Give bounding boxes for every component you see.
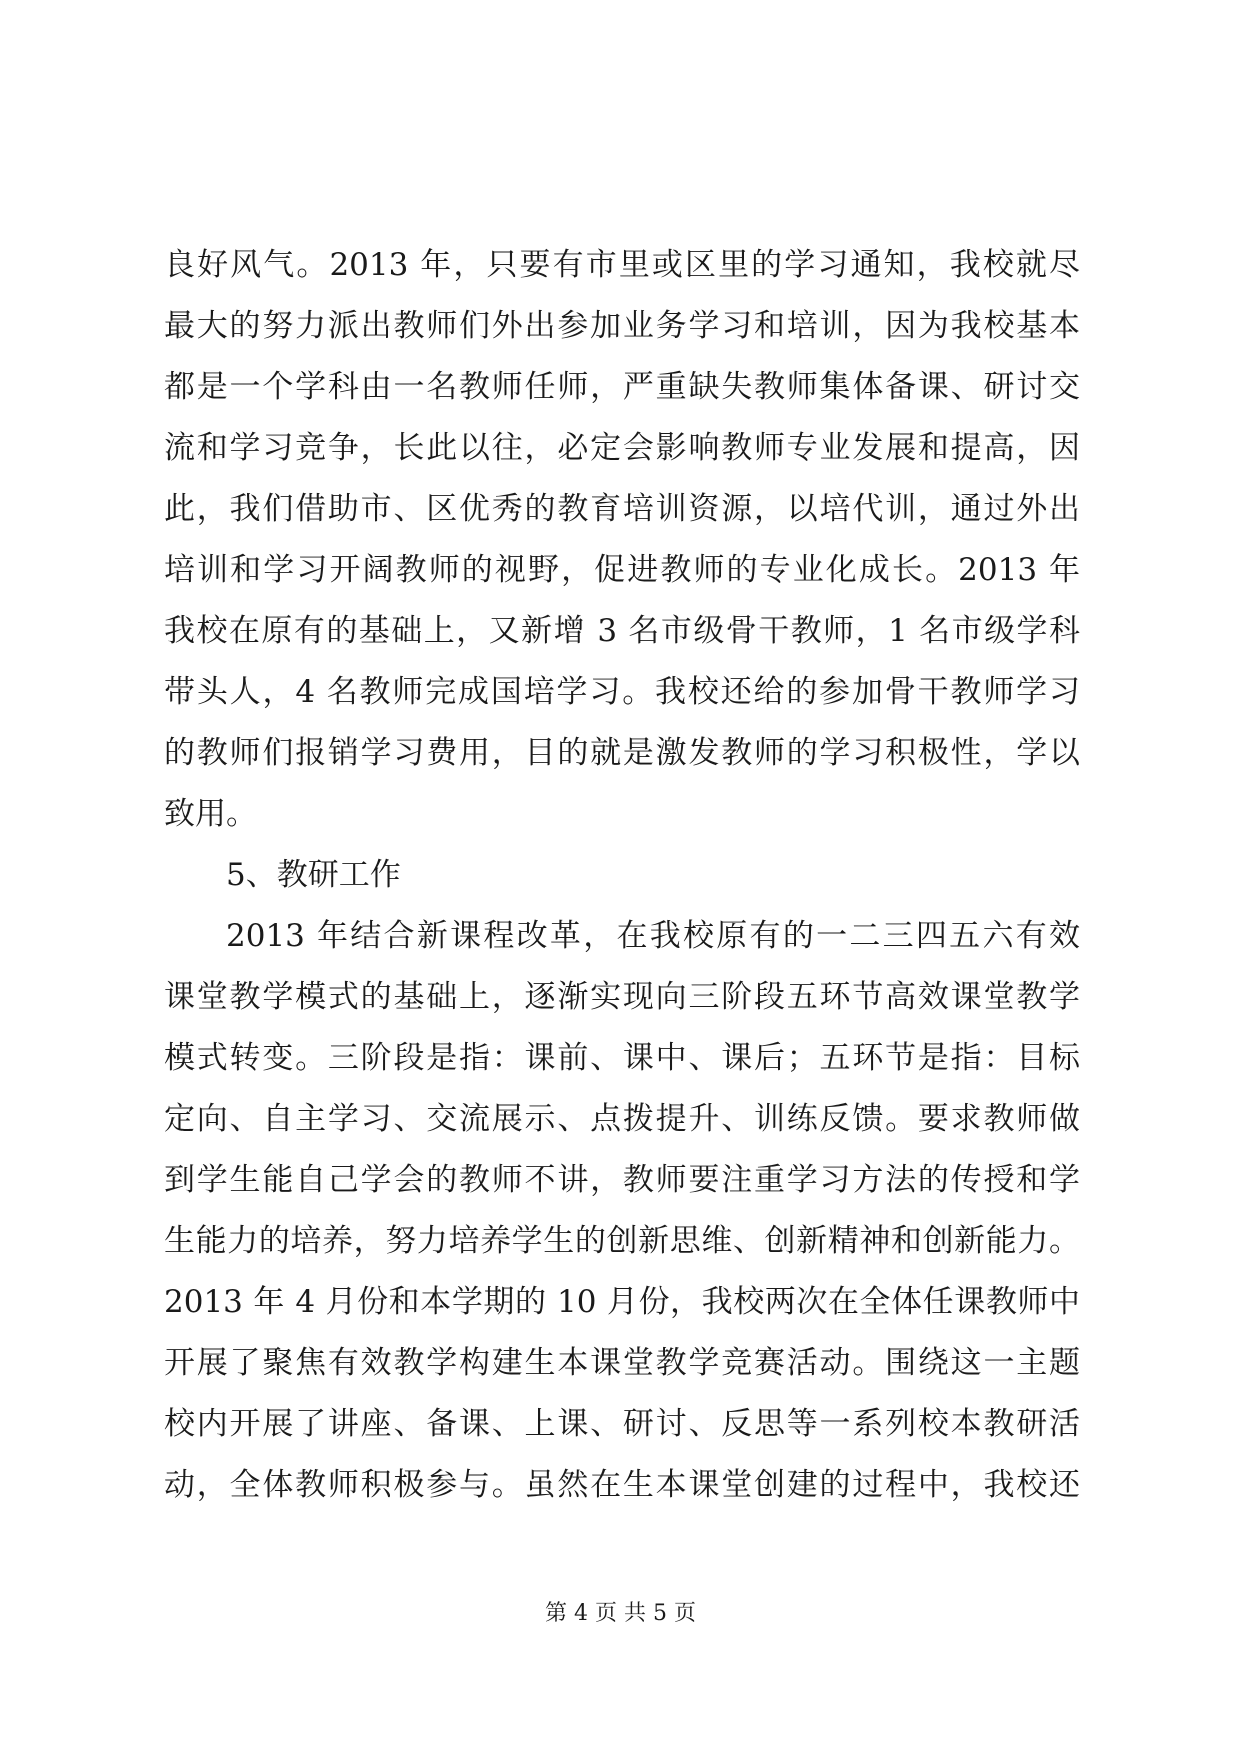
text-line: 致用。 bbox=[164, 796, 257, 832]
text-line: 定向、自主学习、交流展示、点拨提升、训练反馈。要求教师做 bbox=[164, 1101, 1080, 1137]
paragraph-1 bbox=[164, 235, 1080, 845]
text-line: 动，全体教师积极参与。虽然在生本课堂创建的过程中，我校还 bbox=[164, 1467, 1080, 1503]
text-line: 良好风气。2013 年，只要有市里或区里的学习通知，我校就尽 bbox=[164, 247, 1080, 283]
text-line: 课堂教学模式的基础上，逐渐实现向三阶段五环节高效课堂教学 bbox=[164, 979, 1080, 1015]
text-line: 都是一个学科由一名教师任师，严重缺失教师集体备课、研讨交 bbox=[164, 369, 1080, 405]
page-number-footer: 第 4 页 共 5 页 bbox=[545, 1601, 696, 1626]
section-heading: 5、教研工作 bbox=[226, 857, 401, 893]
text-line: 校内开展了讲座、备课、上课、研讨、反思等一系列校本教研活 bbox=[164, 1406, 1080, 1442]
paragraph-2 bbox=[164, 906, 1080, 1516]
text-line: 的教师们报销学习费用，目的就是激发教师的学习积极性，学以 bbox=[164, 735, 1080, 771]
text-line: 最大的努力派出教师们外出参加业务学习和培训，因为我校基本 bbox=[164, 308, 1080, 344]
text-line: 模式转变。三阶段是指：课前、课中、课后；五环节是指：目标 bbox=[164, 1040, 1080, 1076]
text-line: 我校在原有的基础上，又新增 3 名市级骨干教师，1 名市级学科 bbox=[164, 613, 1080, 649]
text-line: 带头人，4 名教师完成国培学习。我校还给的参加骨干教师学习 bbox=[164, 674, 1080, 710]
text-line: 生能力的培养，努力培养学生的创新思维、创新精神和创新能力。 bbox=[164, 1223, 1080, 1259]
text-line: 培训和学习开阔教师的视野，促进教师的专业化成长。2013 年 bbox=[164, 552, 1080, 588]
text-line: 此，我们借助市、区优秀的教育培训资源，以培代训，通过外出 bbox=[164, 491, 1080, 527]
text-line: 2013 年结合新课程改革，在我校原有的一二三四五六有效 bbox=[226, 918, 1080, 954]
text-line: 流和学习竞争，长此以往，必定会影响教师专业发展和提高，因 bbox=[164, 430, 1080, 466]
text-line: 到学生能自己学会的教师不讲，教师要注重学习方法的传授和学 bbox=[164, 1162, 1080, 1198]
text-line: 开展了聚焦有效教学构建生本课堂教学竞赛活动。围绕这一主题 bbox=[164, 1345, 1080, 1381]
text-line: 2013 年 4 月份和本学期的 10 月份，我校两次在全体任课教师中 bbox=[164, 1284, 1080, 1320]
document-body bbox=[164, 235, 1080, 1516]
